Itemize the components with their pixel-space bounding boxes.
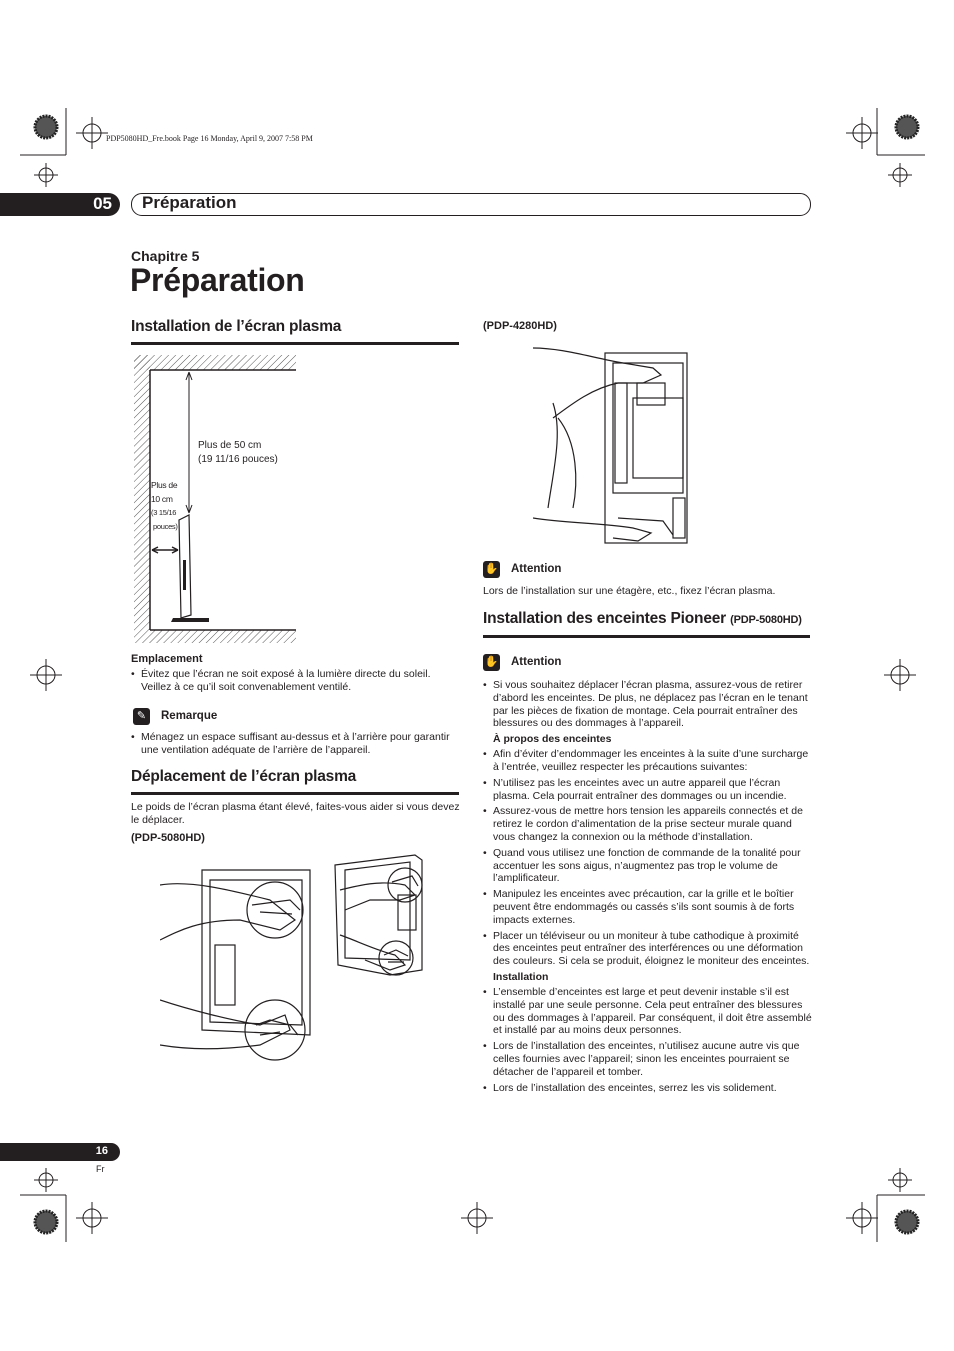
- list-item: • Lors de l’installation des enceintes, serrez les vis solidement.: [483, 1082, 813, 1095]
- attention-hand-icon-2: ✋: [483, 654, 500, 671]
- speakers-heading: [483, 610, 802, 628]
- list-item: • Ménagez un espace suffisant au-dessus et à l’arrière pour garantir une ventilation adéquate de l’arrière de l’appareil.: [131, 731, 461, 757]
- installation-list: [483, 986, 813, 1094]
- pdp4280-moving-illustration: [533, 343, 693, 548]
- clearance-side-label-2: 10 cm: [151, 494, 173, 504]
- clearance-side-label-4: pouces): [153, 522, 178, 531]
- clearance-side-label-1: Plus de: [151, 480, 178, 490]
- chapter-number: 05: [93, 194, 112, 213]
- speakers-rule: [483, 635, 810, 638]
- list-item: • L’ensemble d’enceintes est large et peut devenir instable s’il est installé par une seule personne. Cela peut entraîner des blessures ou des dommages à l’appareil. Par conséquent, il doit être assemblé et installé par au moins deux personnes.: [483, 986, 813, 1037]
- apropos-list: [483, 748, 813, 968]
- list-item: • Manipulez les enceintes avec précaution, car la grille et le boîtier peuvent être endommagés ou cassés s’ils sont soumis à de forts impacts externes.: [483, 888, 813, 926]
- deplacement-heading: Déplacement de l’écran plasma: [131, 768, 357, 785]
- list-item: • Si vous souhaitez déplacer l’écran plasma, assurez-vous de retirer d’abord les enceintes. De plus, ne déplacez pas l’écran en le tenant par les pièces de fixation de montage. Cela pourrait entraîner des blessures ou des dommages à l’appareil.: [483, 679, 813, 730]
- deplacement-rule: [131, 792, 459, 795]
- list-item: • Évitez que l’écran ne soit exposé à la lumière directe du soleil. Veillez à ce qu’il soit convenablement ventilé.: [131, 668, 461, 694]
- speakers-precautions: [483, 679, 813, 1097]
- running-header: [131, 193, 811, 216]
- attention-hand-icon-1: ✋: [483, 561, 500, 578]
- installation-heading: Installation de l’écran plasma: [131, 318, 342, 335]
- chapter-number-tab: [0, 193, 120, 216]
- deplacement-text: Le poids de l’écran plasma étant élevé, faites-vous aider si vous devez le déplacer.: [131, 801, 460, 826]
- running-header-title: Préparation: [142, 193, 237, 212]
- apropos-heading: À propos des enceintes: [493, 733, 612, 746]
- attention-text-1: Lors de l’installation sur une étagère, etc., fixez l’écran plasma.: [483, 585, 776, 597]
- clearance-top-label-1: Plus de 50 cm: [198, 440, 262, 451]
- page-language: Fr: [96, 1164, 105, 1174]
- list-item: • Placer un téléviseur ou un moniteur à tube cathodique à proximité des enceintes peut entraîner des interférences ou une déformation des couleurs. Si cela se produit, éloignez le moniteur des enceintes.: [483, 930, 813, 968]
- list-item: • Afin d’éviter d’endommager les enceintes à la suite d’une surcharge à l’entrée, veuillez respecter les précautions suivantes:: [483, 748, 813, 774]
- remarque-list: [131, 731, 461, 760]
- chapter-title: Préparation: [130, 262, 305, 298]
- pencil-icon: ✎: [133, 708, 150, 725]
- pdp4280-model-label: (PDP-4280HD): [483, 320, 557, 332]
- emplacement-list: [131, 668, 461, 697]
- page-number-tab: [0, 1143, 120, 1161]
- print-info: PDP5080HD_Fre.book Page 16 Monday, April 9, 2007 7:58 PM: [106, 134, 313, 143]
- remarque-label: Remarque: [161, 710, 218, 722]
- chapter-label: Chapitre 5: [131, 248, 200, 264]
- list-item: • Lors de l’installation des enceintes, n’utilisez aucune autre vis que celles fournies avec l’appareil; sinon les enceintes pourraient se détacher de l’appareil et tomber.: [483, 1040, 813, 1078]
- attention-label-1: Attention: [511, 563, 562, 575]
- installation-subheading: Installation: [493, 970, 549, 983]
- list-item: • Quand vous utilisez une fonction de commande de la tonalité pour accentuer les sons aigus, n’augmentez pas trop le volume de l’amplificateur.: [483, 847, 813, 885]
- attention-label-2: Attention: [511, 656, 562, 668]
- deplacement-model-label: (PDP-5080HD): [131, 832, 205, 844]
- speakers-heading-text: Installation des enceintes Pioneer: [483, 610, 727, 627]
- pdp5080-moving-illustration: [160, 850, 440, 1072]
- speakers-heading-model: (PDP-5080HD): [730, 614, 802, 626]
- page-number: 16: [95, 1145, 108, 1157]
- installation-rule: [131, 342, 459, 345]
- list-item: • N’utilisez pas les enceintes avec un autre appareil que l’écran plasma. Cela pourrait entraîner des dommages ou un incendie.: [483, 777, 813, 803]
- attention-list-2: [483, 679, 813, 730]
- clearance-side-label-3: (3 15/16: [151, 508, 177, 517]
- clearance-top-label-2: (19 11/16 pouces): [198, 454, 278, 465]
- emplacement-heading: Emplacement: [131, 653, 203, 665]
- list-item: • Assurez-vous de mettre hors tension les appareils connectés et de retirez le cordon d’alimentation de la prise secteur murale quand vous changez la connexion ou la méthode d’installation.: [483, 805, 813, 843]
